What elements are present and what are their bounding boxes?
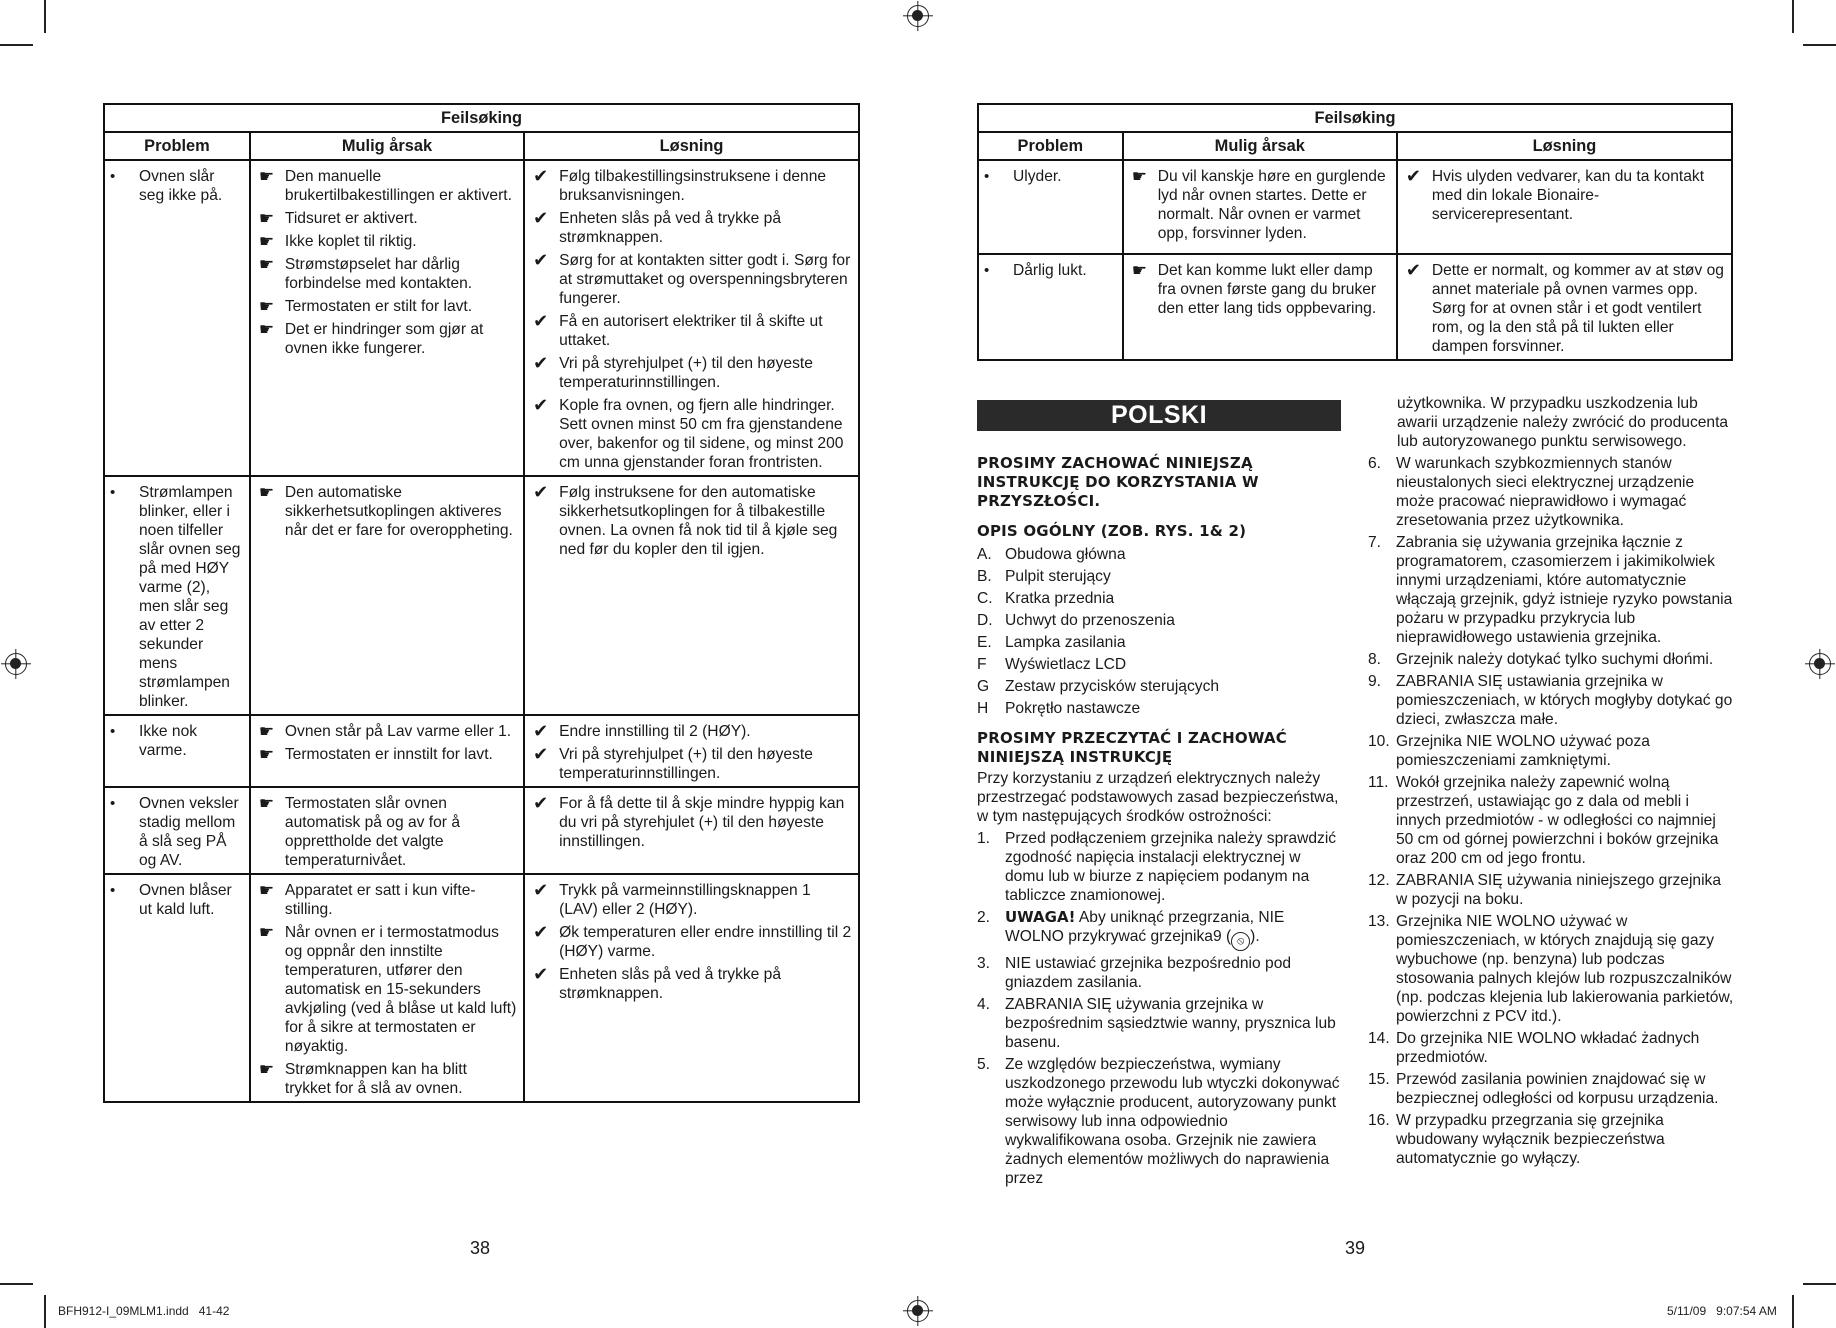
solution: [529, 312, 852, 350]
safety-item-text: NIE ustawiać grzejnika bezpośrednio pod gniazdem zasilania.: [1005, 955, 1292, 991]
bullet-icon: •: [984, 262, 990, 279]
cause-text: Termostaten er stilt for lavt.: [284, 298, 473, 315]
item-number: 7.: [1368, 534, 1382, 551]
item-number: 9.: [1368, 673, 1382, 690]
cause: [255, 881, 517, 919]
polish-column-1: [977, 454, 1341, 1188]
solution-text: Dette er normalt, og kommer av at støv og annet materiale på ovnen varmes opp. Sørg for at ovnen står i et godt ventilert rom, og la den stå på til lukten eller dampen forsvinner.: [1431, 262, 1724, 355]
polish-column-2: [1368, 394, 1734, 1168]
checkmark-icon: ✔: [533, 964, 549, 984]
item-number: 15.: [1368, 1071, 1390, 1088]
intro-paragraph: Przy korzystaniu z urządzeń elektrycznych należy przestrzegać podstawowych zasad bezpieczeństwa, w tym następujących środków ostrożności:: [977, 770, 1339, 825]
item-number: 3.: [977, 955, 991, 972]
cause-cell: [250, 715, 524, 787]
crop-mark: [44, 1295, 46, 1328]
problem-cell: [978, 160, 1123, 254]
column-header-cause: Mulig årsak: [1123, 132, 1397, 160]
solution: [529, 881, 852, 919]
solution: [529, 794, 852, 851]
item-number: 5.: [977, 1056, 991, 1073]
column-header-problem: Problem: [104, 132, 250, 160]
solution: [529, 722, 852, 741]
solution: [529, 923, 852, 961]
bullet-icon: •: [110, 723, 116, 740]
safety-list-col2: [1368, 454, 1734, 1168]
pointing-hand-icon: ☛: [258, 320, 275, 339]
cause-cell: [1123, 254, 1397, 360]
item-number: 12.: [1368, 872, 1390, 889]
cause-cell: [250, 476, 524, 715]
problem-text: Ikke nok varme.: [139, 723, 198, 759]
do-not-cover-icon: ⦸: [1231, 932, 1250, 951]
problem-text: Ovnen blåser ut kald luft.: [139, 882, 232, 918]
file-slug: BFH912-I_09MLM1.indd 41-42: [58, 1304, 230, 1318]
safety-item: [1368, 533, 1734, 647]
item-number: 10.: [1368, 733, 1390, 750]
cause: [255, 1060, 517, 1098]
problem: [105, 794, 243, 870]
checkmark-icon: ✔: [1405, 260, 1421, 280]
solution-text: Følg instruksene for den automatiske sikkerhetsutkoplingen for å tilbakestille ovnen. La ovnen få nok tid til å kjøle seg ned før du kopler den til igjen.: [559, 484, 838, 558]
safety-item: [1368, 871, 1734, 909]
part-letter: G: [977, 678, 990, 695]
cause: [255, 722, 517, 741]
solution-text: Vri på styrehjulpet (+) til den høyeste temperaturinnstillingen.: [559, 355, 813, 391]
part-label: Kratka przednia: [1005, 590, 1115, 607]
cause-text: Det kan komme lukt eller damp fra ovnen første gang du bruker den etter lang tids oppbevaring.: [1157, 262, 1377, 317]
cause-text: Ikke koplet til riktig.: [284, 233, 417, 250]
table-row: [104, 476, 859, 715]
cause: [255, 923, 517, 1056]
part-letter: B.: [977, 568, 992, 585]
part-item: [977, 677, 1341, 696]
problem-text: Ovnen slår seg ikke på.: [139, 168, 223, 204]
solution-cell: [1397, 160, 1732, 254]
page-number-left: 38: [470, 1238, 491, 1258]
safety-item: [1368, 773, 1734, 868]
safety-item-text: Przewód zasilania powinien znajdować się w bezpiecznej odległości od korpusu urządzenia.: [1396, 1071, 1719, 1107]
table-row: [978, 254, 1732, 360]
table-row: [978, 160, 1732, 254]
safety-item-text: Zabrania się używania grzejnika łącznie z programatorem, czasomierzem i jakimikolwiek innymi urządzeniami, które automatycznie włączają grzejnik, gdyż istnieje ryzyko powstania pożaru w przypadku przykrycia lub nieprawidłowego ustawienia grzejnika.: [1396, 534, 1733, 646]
checkmark-icon: ✔: [533, 208, 549, 228]
problem-cell: [104, 476, 250, 715]
pointing-hand-icon: ☛: [1131, 167, 1147, 186]
crop-mark: [1803, 44, 1836, 46]
cause-cell: [250, 787, 524, 874]
checkmark-icon: ✔: [533, 793, 549, 813]
pointing-hand-icon: ☛: [258, 881, 275, 900]
problem-cell: [978, 254, 1123, 360]
safety-item-text: ZABRANIA SIĘ używania grzejnika w bezpośrednim sąsiedztwie wanny, prysznica lub basenu.: [1005, 996, 1336, 1051]
safety-item-text: ZABRANIA SIĘ ustawiania grzejnika w pomieszczeniach, w których mogłyby dotykać go dzieci, zwłaszcza małe.: [1396, 673, 1733, 728]
safety-item-text: W warunkach szybkozmiennych stanów nieustalonych sieci elektrycznej urządzenie może pracować nieprawidłowo i wymagać zresetowania przez użytkownika.: [1396, 455, 1695, 529]
safety-item-text: Grzejnik należy dotykać tylko suchymi dłońmi.: [1396, 651, 1714, 668]
bullet-icon: •: [110, 795, 116, 812]
part-letter: E.: [977, 634, 992, 651]
part-label: Pulpit sterujący: [1005, 568, 1111, 585]
solution: [529, 354, 852, 392]
registration-mark-icon: [5, 653, 27, 675]
safety-item: 2. UWAGA! Aby uniknąć przegrzania, NIE WOLNO przykrywać grzejnika9 ( ⦸ ).: [977, 908, 1341, 951]
section-heading-polski: POLSKI: [977, 400, 1341, 431]
part-letter: A.: [977, 546, 992, 563]
problem-text: Ovnen veksler stadig mellom å slå seg PÅ og AV.: [139, 795, 239, 869]
pointing-hand-icon: ☛: [258, 167, 275, 186]
troubleshooting-table-left: [103, 103, 860, 1103]
safety-item-text: Grzejnika NIE WOLNO używać poza pomieszczeniami zamkniętymi.: [1396, 733, 1650, 769]
safety-item-text: Do grzejnika NIE WOLNO wkładać żadnych przedmiotów.: [1396, 1030, 1700, 1066]
pointing-hand-icon: ☛: [258, 209, 275, 228]
item-number: 16.: [1368, 1112, 1390, 1129]
safety-item-text: Aby uniknąć przegrzania, NIE WOLNO przykrywać grzejnika9 (: [1005, 909, 1285, 945]
problem-text: Ulyder.: [1013, 168, 1062, 185]
cause-text: Termostaten slår ovnen automatisk på og av for å opprettholde det valgte temperaturnivået.: [284, 795, 460, 869]
cause-text: Termostaten er innstilt for lavt.: [284, 746, 493, 763]
pointing-hand-icon: ☛: [258, 232, 275, 251]
timestamp-slug: 5/11/09 9:07:54 AM: [1667, 1304, 1777, 1318]
part-item: [977, 633, 1341, 652]
item-number: 11.: [1368, 774, 1389, 791]
cause: [255, 255, 517, 293]
safety-item: [1368, 1029, 1734, 1067]
cause: [255, 232, 517, 251]
cause-text: Den automatiske sikkerhetsutkoplingen aktiveres når det er fare for overoppheting.: [284, 484, 513, 539]
safety-item-text: ZABRANIA SIĘ używania niniejszego grzejnika w pozycji na boku.: [1396, 872, 1722, 908]
solution: [529, 251, 852, 308]
cause: [255, 209, 517, 228]
item-number: 4.: [977, 996, 991, 1013]
warning-label: UWAGA!: [1005, 908, 1076, 926]
part-item: [977, 545, 1341, 564]
safety-item: [1368, 672, 1734, 729]
problem: [105, 483, 243, 711]
checkmark-icon: ✔: [533, 250, 549, 270]
solution-text: Sørg for at kontakten sitter godt i. Sørg for at strømuttaket og overspenningsbryteren fungerer.: [559, 252, 851, 307]
item-number: 6.: [1368, 455, 1382, 472]
checkmark-icon: ✔: [533, 395, 549, 415]
item-number: 8.: [1368, 651, 1382, 668]
solution-text: Øk temperaturen eller endre innstilling til 2 (HØY) varme.: [559, 924, 852, 960]
safety-item: [1368, 912, 1734, 1026]
part-label: Wyświetlacz LCD: [1005, 656, 1127, 673]
pointing-hand-icon: ☛: [1131, 261, 1147, 280]
pointing-hand-icon: ☛: [258, 297, 275, 316]
solution-cell: [524, 160, 859, 476]
safety-item: [1368, 454, 1734, 530]
solution-text: Trykk på varmeinnstillingsknappen 1 (LAV) eller 2 (HØY).: [559, 882, 811, 918]
column-header-cause: Mulig årsak: [250, 132, 524, 160]
keep-instructions-heading: PROSIMY ZACHOWAĆ NINIEJSZĄ INSTRUKCJĘ DO KORZYSTANIA W PRZYSZŁOŚCI.: [977, 454, 1259, 510]
solution-text: Vri på styrehjulpet (+) til den høyeste temperaturinnstillingen.: [559, 746, 813, 782]
cause-text: Strømstøpselet har dårlig forbindelse med kontakten.: [284, 256, 473, 292]
checkmark-icon: ✔: [533, 166, 549, 186]
solution: [1402, 261, 1725, 356]
table-row: [104, 787, 859, 874]
solution: [529, 209, 852, 247]
cause-text: Tidsuret er aktivert.: [284, 210, 418, 227]
solution-text: For å få dette til å skje mindre hyppig kan du vri på styrehjulet (+) til den høyeste innstillingen.: [559, 795, 845, 850]
cause-text: Strømknappen kan ha blitt trykket for å slå av ovnen.: [284, 1061, 467, 1097]
safety-item: 1. Przed podłączeniem grzejnika należy sprawdzić zgodność napięcia instalacji elektrycznej w domu lub w biurze z napięciem podanym na tabliczce znamionowej.: [977, 829, 1341, 905]
solution: [1402, 167, 1725, 224]
registration-mark-icon: [1809, 653, 1831, 675]
solution: [529, 965, 852, 1003]
safety-item: [977, 954, 1341, 992]
pointing-hand-icon: ☛: [258, 923, 275, 942]
safety-list-col1: [977, 954, 1341, 1188]
table-row: [104, 160, 859, 476]
table-title: Feilsøking: [104, 104, 859, 132]
solution-cell: [524, 476, 859, 715]
problem-cell: [104, 874, 250, 1102]
bullet-icon: •: [984, 168, 990, 185]
solution-cell: [524, 787, 859, 874]
bullet-icon: •: [110, 882, 116, 899]
checkmark-icon: ✔: [533, 482, 549, 502]
part-label: Pokrętło nastawcze: [1005, 700, 1141, 717]
pointing-hand-icon: ☛: [258, 255, 275, 274]
cause-text: Det er hindringer som gjør at ovnen ikke fungerer.: [284, 321, 484, 357]
solution-text: Kople fra ovnen, og fjern alle hindringer. Sett ovnen minst 50 cm fra gjenstandene over, bakenfor og til sidene, og minst 200 cm unna gjenstander foran frontristen.: [559, 397, 844, 471]
problem-text: Strømlampen blinker, eller i noen tilfeller slår ovnen seg på med HØY varme (2), men slår seg av etter 2 sekunder mens strømlampen blinker.: [139, 484, 241, 710]
safety-item-text: Ze względów bezpieczeństwa, wymiany uszkodzonego przewodu lub wtyczki dokonywać może wyłącznie producent, autoryzowany punkt serwisowy lub inna odpowiednio wykwalifikowana osoba. Grzejnik nie zawiera żadnych elementów możliwych do naprawienia przez: [1005, 1056, 1340, 1187]
checkmark-icon: ✔: [533, 880, 549, 900]
safety-item-text: W przypadku przegrzania się grzejnika wbudowany wyłącznik bezpieczeństwa automatycznie go wyłączy.: [1396, 1112, 1665, 1167]
cause-text: Ovnen står på Lav varme eller 1.: [284, 723, 512, 740]
problem-text: Dårlig lukt.: [1013, 262, 1087, 279]
crop-mark: [44, 0, 46, 33]
safety-item: [1368, 1111, 1734, 1168]
cause: [255, 483, 517, 540]
solution-text: Hvis ulyden vedvarer, kan du ta kontakt med din lokale Bionaire-servicerepresentant.: [1431, 168, 1705, 223]
pointing-hand-icon: ☛: [258, 722, 275, 741]
solution-text: Endre innstilling til 2 (HØY).: [559, 723, 751, 740]
problem: [105, 722, 243, 760]
problem-cell: [104, 787, 250, 874]
part-letter: F: [977, 656, 987, 673]
solution-text: Enheten slås på ved å trykke på strømknappen.: [559, 966, 782, 1002]
part-item: [977, 655, 1341, 674]
cause-cell: [250, 874, 524, 1102]
part-label: Uchwyt do przenoszenia: [1005, 612, 1175, 629]
problem: [979, 167, 1116, 186]
safety-item: [1368, 1070, 1734, 1108]
item-number: 13.: [1368, 913, 1390, 930]
pointing-hand-icon: ☛: [258, 745, 275, 764]
cause: [1128, 167, 1390, 243]
continuation-paragraph: użytkownika. W przypadku uszkodzenia lub awarii urządzenie należy zwrócić do producenta lub autoryzowanego punktu serwisowego.: [1397, 395, 1729, 450]
crop-mark: [0, 44, 33, 46]
cause: [255, 794, 517, 870]
crop-mark: [1792, 0, 1794, 33]
table-row: [104, 874, 859, 1102]
cause: [255, 167, 517, 205]
safety-item: [1368, 732, 1734, 770]
pointing-hand-icon: ☛: [258, 1060, 275, 1079]
problem: [105, 167, 243, 205]
cause-text: Apparatet er satt i kun vifte-stilling.: [284, 882, 476, 918]
solution-cell: [524, 874, 859, 1102]
part-label: Obudowa główna: [1005, 546, 1126, 563]
part-item: [977, 611, 1341, 630]
part-letter: C.: [977, 590, 993, 607]
cause-cell: [1123, 160, 1397, 254]
checkmark-icon: ✔: [533, 353, 549, 373]
checkmark-icon: ✔: [1405, 166, 1421, 186]
part-letter: H: [977, 700, 989, 717]
safety-item-text: Grzejnika NIE WOLNO używać w pomieszczeniach, w których znajdują się gazy wybuchowe (np. benzyna) lub podczas stosowania palnych klejów lub rozpuszczalników (np. podczas klejenia lub lakierowania parkietów, powierzchni z PCV itd.).: [1396, 913, 1734, 1025]
page-number-right: 39: [1345, 1238, 1366, 1258]
safety-item: [977, 1055, 1341, 1188]
table-row: [104, 715, 859, 787]
parts-list: [977, 545, 1341, 718]
problem: [979, 261, 1116, 280]
part-item: [977, 589, 1341, 608]
problem: [105, 881, 243, 919]
checkmark-icon: ✔: [533, 721, 549, 741]
checkmark-icon: ✔: [533, 744, 549, 764]
safety-item-text: Wokół grzejnika należy zapewnić wolną przestrzeń, ustawiając go z dala od mebli i innych przedmiotów - w odległości co najmniej 50 cm od górnej powierzchni i boków grzejnika oraz 200 cm od jego frontu.: [1396, 774, 1719, 867]
troubleshooting-table-right: [977, 103, 1733, 361]
bullet-icon: •: [110, 484, 116, 501]
solution: [529, 396, 852, 472]
cause-text: Når ovnen er i termostatmodus og oppnår den innstilte temperaturen, utfører den automatisk en 15-sekunders avkjøling (ved å blåse ut kald luft) for å sikre at termostaten er nøyaktig.: [284, 924, 517, 1055]
solution-cell: [1397, 254, 1732, 360]
solution-cell: [524, 715, 859, 787]
cause: [1128, 261, 1390, 318]
item-number: 14.: [1368, 1030, 1390, 1047]
cause-text: Den manuelle brukertilbakestillingen er aktivert.: [284, 168, 512, 204]
cause: [255, 320, 517, 358]
column-header-problem: Problem: [978, 132, 1123, 160]
checkmark-icon: ✔: [533, 311, 549, 331]
pointing-hand-icon: ☛: [258, 483, 275, 502]
problem-cell: [104, 715, 250, 787]
registration-mark-icon: [907, 1300, 929, 1322]
crop-mark: [1792, 1295, 1794, 1328]
registration-mark-icon: [907, 5, 929, 27]
solution-text: Enheten slås på ved å trykke på strømknappen.: [559, 210, 782, 246]
bullet-icon: •: [110, 168, 116, 185]
part-letter: D.: [977, 612, 993, 629]
part-label: Zestaw przycisków sterujących: [1005, 678, 1220, 695]
part-label: Lampka zasilania: [1005, 634, 1126, 651]
part-item: [977, 699, 1341, 718]
column-header-solution: Løsning: [1397, 132, 1732, 160]
safety-item-text: Przed podłączeniem grzejnika należy sprawdzić zgodność napięcia instalacji elektrycznej w domu lub w biurze z napięciem podanym na tabliczce znamionowej.: [1005, 830, 1337, 904]
crop-mark: [1803, 1283, 1836, 1285]
problem-cell: [104, 160, 250, 476]
solution-text: Få en autorisert elektriker til å skifte ut uttaket.: [559, 313, 823, 349]
cause-cell: [250, 160, 524, 476]
cause: [255, 745, 517, 764]
safety-item: [977, 995, 1341, 1052]
safety-item: [1368, 650, 1734, 669]
column-header-solution: Løsning: [524, 132, 859, 160]
read-instructions-heading: PROSIMY PRZECZYTAĆ I ZACHOWAĆ NINIEJSZĄ INSTRUKCJĘ: [977, 729, 1287, 766]
solution: [529, 167, 852, 205]
checkmark-icon: ✔: [533, 922, 549, 942]
crop-mark: [0, 1283, 33, 1285]
table-title: Feilsøking: [978, 104, 1732, 132]
solution: [529, 745, 852, 783]
pointing-hand-icon: ☛: [258, 794, 275, 813]
cause: [255, 297, 517, 316]
solution-text: Følg tilbakestillingsinstruksene i denne bruksanvisningen.: [559, 168, 827, 204]
overview-heading: OPIS OGÓLNY (ZOB. RYS. 1& 2): [977, 522, 1247, 540]
cause-text: Du vil kanskje høre en gurglende lyd når ovnen startes. Dette er normalt. Når ovnen er varmet opp, forsvinner lyden.: [1157, 168, 1386, 242]
solution: [529, 483, 852, 559]
part-item: [977, 567, 1341, 586]
